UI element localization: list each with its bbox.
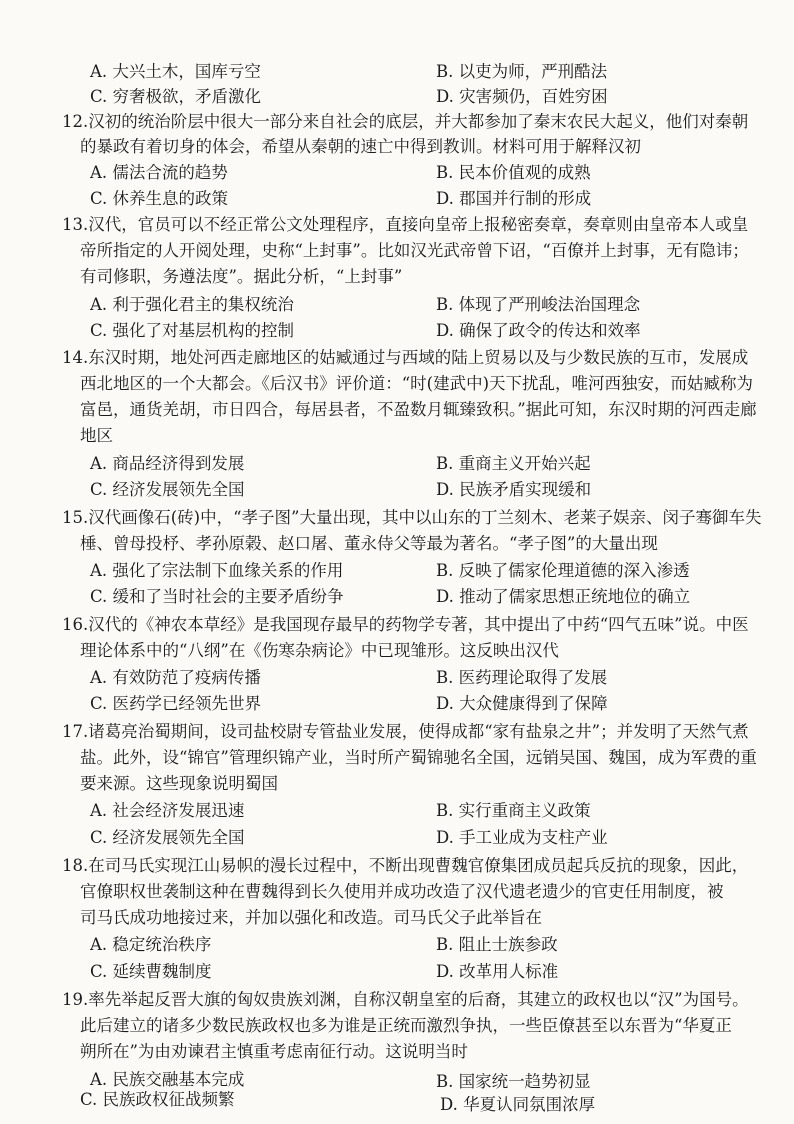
q12-option-d[interactable]: D. 郡国并行制的形成 — [436, 189, 592, 208]
q13-stem-line-2: 帝所指定的人开阅处理，史称“上封事”。比如汉光武帝曾下诏，“百僚并上封事，无有隐讳； — [80, 241, 749, 260]
q15-stem-line-2: 棰、曾母投杼、孝孙原榖、赵口屠、董永侍父等最为著名。“孝子图”的大量出现 — [80, 534, 658, 553]
q18-option-a[interactable]: A. 稳定统治秩序 — [90, 935, 212, 954]
q14-stem-line-2: 西北地区的一个大都会。《后汉书》评价道：“时(建武中)天下扰乱，唯河西独安，而姑臧称为 — [80, 374, 754, 393]
q12-option-c[interactable]: C. 休养生息的政策 — [90, 189, 229, 208]
q19-option-a[interactable]: A. 民族交融基本完成 — [90, 1070, 245, 1089]
q11-option-d[interactable]: D. 灾害频仍，百姓穷困 — [436, 87, 608, 106]
q17-option-a[interactable]: A. 社会经济发展迅速 — [90, 801, 245, 820]
q16-option-c[interactable]: C. 医药学已经领先世界 — [90, 694, 262, 713]
q16-option-d[interactable]: D. 大众健康得到了保障 — [436, 694, 608, 713]
q18-option-b[interactable]: B. 阻止士族参政 — [436, 935, 558, 954]
q12-stem-line-2: 的暴政有着切身的体会，希望从秦朝的速亡中得到教训。材料可用于解释汉初 — [80, 137, 641, 156]
q16-stem-line-2: 理论体系中的“八纲”在《伤寒杂病论》中已现雏形。这反映出汉代 — [80, 641, 559, 660]
q15-stem-line-1: 15.汉代画像石(砖)中，“孝子图”大量出现，其中以山东的丁兰刻木、老莱子娱亲、闵子骞御车失 — [62, 508, 762, 527]
q13-stem-line-1: 13.汉代，官员可以不经正常公文处理程序，直接向皇帝上报秘密奏章，奏章则由皇帝本人或皇 — [62, 215, 749, 234]
q11-option-a[interactable]: A. 大兴土木，国库亏空 — [90, 62, 261, 81]
q19-option-c[interactable]: C. 民族政权征战频繁 — [80, 1090, 235, 1109]
q12-option-a[interactable]: A. 儒法合流的趋势 — [90, 163, 228, 182]
q12-option-b[interactable]: B. 民本价值观的成熟 — [436, 163, 591, 182]
q17-option-d[interactable]: D. 手工业成为支柱产业 — [436, 828, 608, 847]
q18-stem-line-1: 18.在司马氏实现江山易帜的漫长过程中，不断出现曹魏官僚集团成员起兵反抗的现象，因此， — [62, 856, 749, 875]
q17-stem-line-1: 17.诸葛亮治蜀期间，设司盐校尉专管盐业发展，使得成都“家有盐泉之井”；并发明了天然气煮 — [62, 722, 749, 741]
q11-option-b[interactable]: B. 以吏为师，严刑酷法 — [436, 62, 608, 81]
q18-stem-line-3: 司马氏成功地接过来，并加以强化和改造。司马氏父子此举旨在 — [80, 908, 542, 927]
q16-option-b[interactable]: B. 医药理论取得了发展 — [436, 668, 608, 687]
q15-option-a[interactable]: A. 强化了宗法制下血缘关系的作用 — [90, 561, 344, 580]
q15-option-b[interactable]: B. 反映了儒家伦理道德的深入渗透 — [436, 561, 690, 580]
q13-option-d[interactable]: D. 确保了政令的传达和效率 — [436, 321, 641, 340]
q16-option-a[interactable]: A. 有效防范了疫病传播 — [90, 668, 261, 687]
q13-option-a[interactable]: A. 利于强化君主的集权统治 — [90, 295, 294, 314]
q19-option-d[interactable]: D. 华夏认同氛围浓厚 — [440, 1095, 596, 1114]
q14-option-a[interactable]: A. 商品经济得到发展 — [90, 454, 245, 473]
q14-option-b[interactable]: B. 重商主义开始兴起 — [436, 454, 591, 473]
q18-stem-line-2: 官僚职权世袭制这种在曹魏得到长久使用并成功改造了汉代遗老遗少的官吏任用制度，被 — [80, 882, 724, 901]
q16-stem-line-1: 16.汉代的《神农本草经》是我国现存最早的药物学专著，其中提出了中药“四气五味”说。中医 — [62, 615, 749, 634]
q17-option-b[interactable]: B. 实行重商主义政策 — [436, 801, 591, 820]
q18-option-c[interactable]: C. 延续曹魏制度 — [90, 962, 212, 981]
q19-stem-line-1: 19.率先举起反晋大旗的匈奴贵族刘渊，自称汉朝皇室的后裔，其建立的政权也以“汉”为国号。 — [62, 990, 749, 1009]
q13-stem-line-3: 有司修职，务遵法度”。据此分析，“上封事” — [80, 267, 403, 286]
q14-stem-line-1: 14.东汉时期，地处河西走廊地区的姑臧通过与西域的陆上贸易以及与少数民族的互市，发展成 — [62, 348, 749, 367]
q17-stem-line-3: 要来源。这些现象说明蜀国 — [80, 774, 278, 793]
q17-option-c[interactable]: C. 经济发展领先全国 — [90, 828, 245, 847]
q11-option-c[interactable]: C. 穷奢极欲，矛盾激化 — [90, 87, 262, 106]
q18-option-d[interactable]: D. 改革用人标准 — [436, 962, 559, 981]
q13-option-b[interactable]: B. 体现了严刑峻法治国理念 — [436, 295, 641, 314]
q14-stem-line-4: 地区 — [80, 426, 113, 445]
q19-option-b[interactable]: B. 国家统一趋势初显 — [436, 1072, 591, 1091]
q15-option-d[interactable]: D. 推动了儒家思想正统地位的确立 — [436, 587, 691, 606]
q12-stem-line-1: 12.汉初的统治阶层中很大一部分来自社会的底层，并大都参加了秦末农民大起义，他们对秦朝 — [62, 112, 749, 131]
q17-stem-line-2: 盐。此外，设“锦官”管理织锦产业，当时所产蜀锦驰名全国，远销吴国、魏国，成为军费的重 — [80, 748, 757, 767]
q14-option-d[interactable]: D. 民族矛盾实现缓和 — [436, 480, 592, 499]
q19-stem-line-2: 此后建立的诸多少数民族政权也多为谁是正统而激烈争执，一些臣僚甚至以东晋为“华夏正 — [80, 1016, 732, 1035]
q14-stem-line-3: 富邑，通货羌胡，市日四合，每居县者，不盈数月辄臻致积。”据此可知，东汉时期的河西走廊 — [80, 400, 757, 419]
q19-stem-line-3: 朔所在”为由劝谏君主慎重考虑南征行动。这说明当时 — [80, 1042, 468, 1061]
q14-option-c[interactable]: C. 经济发展领先全国 — [90, 480, 245, 499]
q13-option-c[interactable]: C. 强化了对基层机构的控制 — [90, 321, 295, 340]
q15-option-c[interactable]: C. 缓和了当时社会的主要矛盾纷争 — [90, 587, 344, 606]
